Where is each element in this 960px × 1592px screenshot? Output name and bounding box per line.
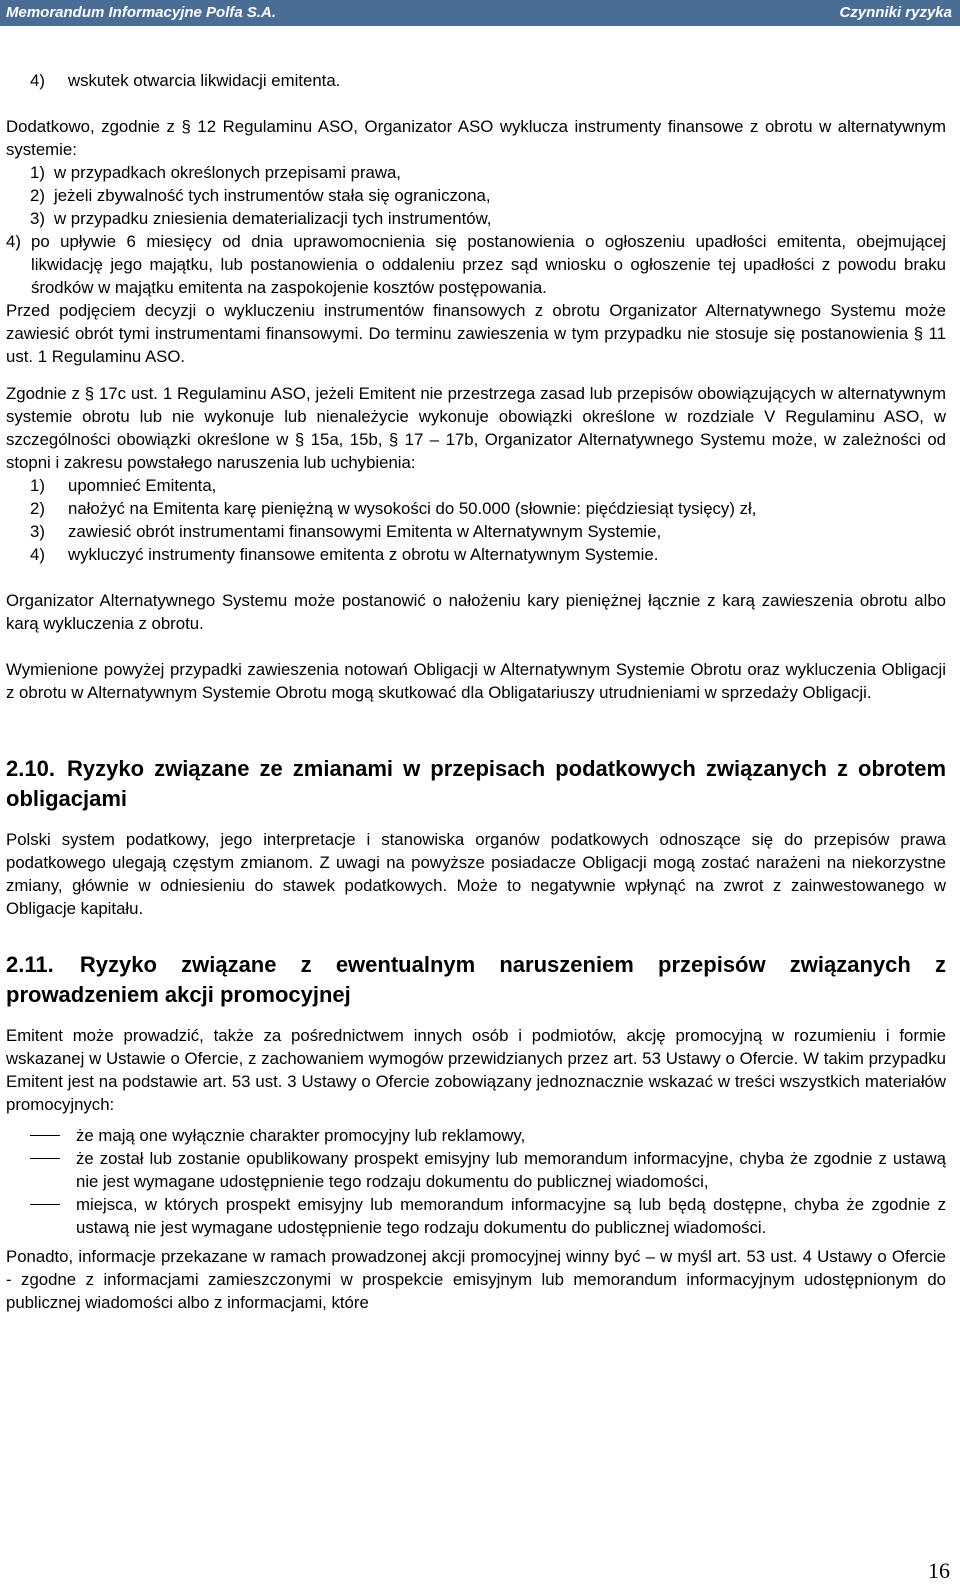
bullet-text: miejsca, w których prospekt emisyjny lub memorandum informacyjne są lub będą dostępne, chyba że zgodnie z ustawą nie jest wymagane udostępnienie tego rodzaju dokumentu do publicznej wiadomości. <box>76 1195 946 1237</box>
section-number: 2.10. <box>6 756 55 781</box>
list-item <box>6 161 946 184</box>
header-document-title: Memorandum Informacyjne Polfa S.A. <box>6 4 277 21</box>
dash-bullet-icon <box>30 1158 60 1159</box>
list-item-text: w przypadkach określonych przepisami prawa, <box>54 163 401 182</box>
paragraph: Ponadto, informacje przekazane w ramach prowadzonej akcji promocyjnej winny być – w myśl art. 53 ust. 4 Ustawy o Ofercie - zgodne z informacjami zamieszczonymi w prospekcie emisyjnym lub memorandum informacyjnym udostępnionym do publicznej wiadomości albo z informacjami, które <box>6 1247 946 1312</box>
section-number: 2.11. <box>6 952 54 977</box>
section-heading <box>6 754 946 814</box>
list-item-number: 4) <box>6 232 21 251</box>
list-item-text: upomnieć Emitenta, <box>68 476 217 495</box>
header-section-title: Czynniki ryzyka <box>839 4 952 21</box>
section-title: Ryzyko związane z ewentualnym naruszeniem przepisów związanych z prowadzeniem akcji promocyjnej <box>6 952 946 1007</box>
paragraph: Polski system podatkowy, jego interpretacje i stanowiska organów podatkowych odnoszące się do przepisów prawa podatkowego ulegają częstym zmianom. Z uwagi na powyższe posiadacze Obligacji mogą zostać narażeni na niekorzystne zmiany, głównie w odniesieniu do stawek podatkowych. Może to negatywnie wpłynąć na zwrot z zainwestowanego w Obligacje kapitału. <box>6 830 946 918</box>
list-item-number: 1) <box>30 163 45 182</box>
bullet-text: że mają one wyłącznie charakter promocyjny lub reklamowy, <box>76 1126 526 1145</box>
document-body <box>6 69 946 1314</box>
paragraph: Przed podjęciem decyzji o wykluczeniu instrumentów finansowych z obrotu Organizator Alternatywnego Systemu może zawiesić obrót tymi instrumentami finansowymi. Do terminu zawieszenia w tym przypadku nie stosuje się postanowienia § 11 ust. 1 Regulaminu ASO. <box>6 301 946 366</box>
list-item-number: 4) <box>30 545 45 564</box>
bullet-text: że został lub zostanie opublikowany prospekt emisyjny lub memorandum informacyjne, chyba że zgodnie z ustawą nie jest wymagane udostępnienie tego rodzaju dokumentu do publicznej wiadomości, <box>76 1149 946 1191</box>
list-item <box>6 474 946 497</box>
list-item <box>6 184 946 207</box>
list-item <box>6 207 946 230</box>
list-item-text: zawiesić obrót instrumentami finansowymi Emitenta w Alternatywnym Systemie, <box>68 522 662 541</box>
list-item <box>6 69 946 92</box>
list-item-text: w przypadku zniesienia dematerializacji tych instrumentów, <box>54 209 492 228</box>
paragraph: Zgodnie z § 17c ust. 1 Regulaminu ASO, jeżeli Emitent nie przestrzega zasad lub przepisów obowiązujących w alternatywnym systemie obrotu lub nie wykonuje lub nienależycie wykonuje obowiązki określone w rozdziale V Regulaminu ASO, w szczególności obowiązki określone w § 15a, 15b, § 17 – 17b, Organizator Alternatywnego Systemu może, w zależności od stopni i zakresu powstałego naruszenia lub uchybienia: <box>6 384 946 472</box>
bullet-item <box>6 1147 946 1193</box>
list-item-text: jeżeli zbywalność tych instrumentów stała się ograniczona, <box>54 186 491 205</box>
page-number: 16 <box>928 1558 950 1583</box>
page-header <box>0 0 960 26</box>
dash-bullet-icon <box>30 1204 60 1205</box>
list-item-text: po upływie 6 miesięcy od dnia uprawomocnienia się postanowienia o ogłoszeniu upadłości emitenta, obejmującej likwidację jego majątku, lub postanowienia o oddaleniu przez sąd wniosku o ogłoszenie tej upadłości z powodu braku środków w majątku emitenta na zaspokojenie kosztów postępowania. <box>31 232 946 297</box>
list-item-number: 3) <box>30 209 45 228</box>
list-item <box>6 520 946 543</box>
bullet-item <box>6 1124 946 1147</box>
section-heading <box>6 950 946 1010</box>
list-item-text: nałożyć na Emitenta karę pieniężną w wysokości do 50.000 (słownie: pięćdziesiąt tysięcy) zł, <box>68 499 757 518</box>
list-item-number: 3) <box>30 522 45 541</box>
list-item-number: 2) <box>30 499 45 518</box>
list-item-text: wskutek otwarcia likwidacji emitenta. <box>68 71 341 90</box>
list-item <box>6 497 946 520</box>
dash-bullet-icon <box>30 1135 60 1136</box>
paragraph: Organizator Alternatywnego Systemu może postanowić o nałożeniu kary pieniężnej łącznie z karą zawieszenia obrotu albo karą wykluczenia z obrotu. <box>6 591 946 633</box>
paragraph: Dodatkowo, zgodnie z § 12 Regulaminu ASO, Organizator ASO wyklucza instrumenty finansowe z obrotu w alternatywnym systemie: <box>6 117 946 159</box>
list-item-number: 4) <box>30 71 45 90</box>
bullet-item <box>6 1193 946 1239</box>
list-item <box>6 543 946 566</box>
list-item <box>6 230 946 299</box>
list-item-number: 2) <box>30 186 45 205</box>
paragraph: Emitent może prowadzić, także za pośrednictwem innych osób i podmiotów, akcję promocyjną w rozumieniu i formie wskazanej w Ustawie o Ofercie, z zachowaniem wymogów przewidzianych przez art. 53 Ustawy o Ofercie. W takim przypadku Emitent jest na podstawie art. 53 ust. 3 Ustawy o Ofercie zobowiązany jednoznacznie wskazać w treści wszystkich materiałów promocyjnych: <box>6 1026 946 1114</box>
paragraph: Wymienione powyżej przypadki zawieszenia notowań Obligacji w Alternatywnym Systemie Obrotu oraz wykluczenia Obligacji z obrotu w Alternatywnym Systemie Obrotu mogą skutkować dla Obligatariuszy utrudnieniami w sprzedaży Obligacji. <box>6 660 946 702</box>
list-item-text: wykluczyć instrumenty finansowe emitenta z obrotu w Alternatywnym Systemie. <box>68 545 659 564</box>
section-title: Ryzyko związane ze zmianami w przepisach podatkowych związanych z obrotem obligacjami <box>6 756 946 811</box>
list-item-number: 1) <box>30 476 45 495</box>
